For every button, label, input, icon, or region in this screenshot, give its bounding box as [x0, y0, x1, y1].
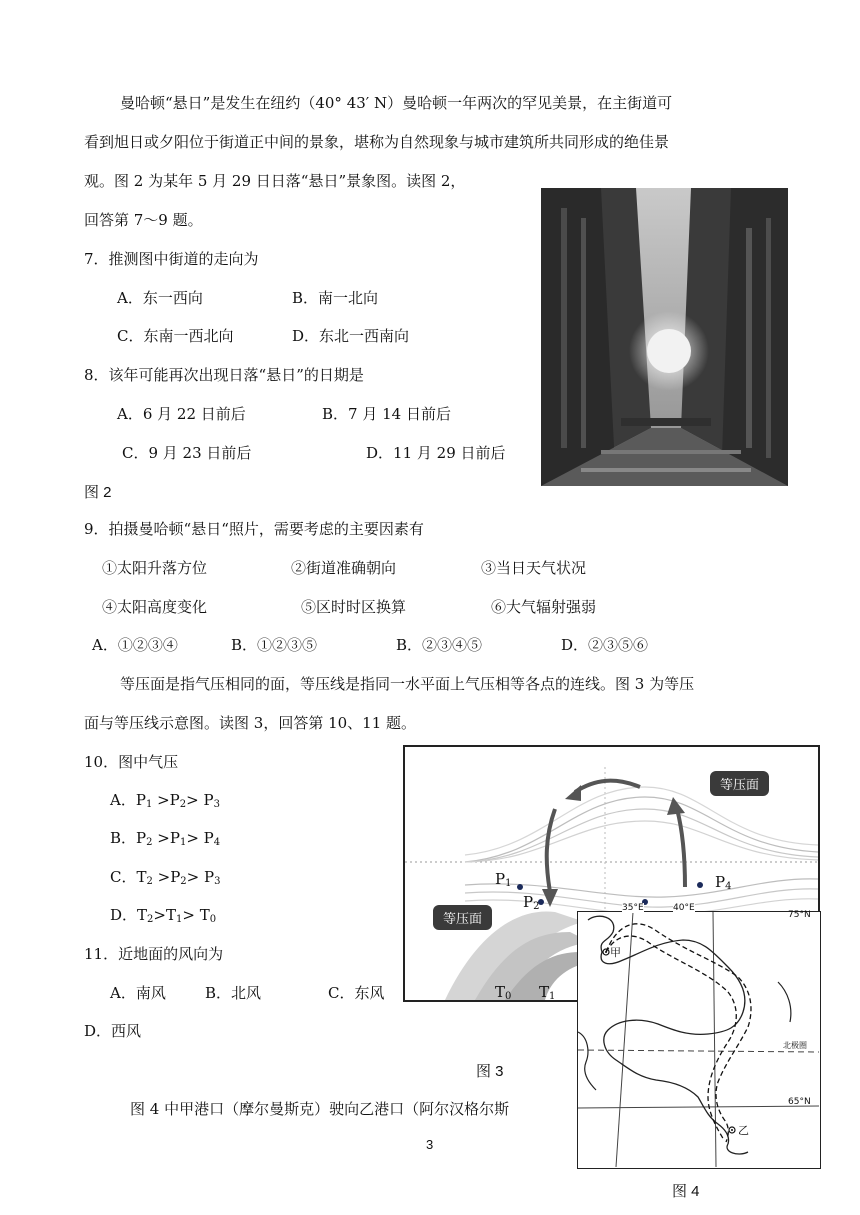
q11-option-c[interactable]: C．东风 [328, 984, 385, 1002]
q11-option-d[interactable]: D．西风 [84, 1022, 142, 1040]
q8-option-d[interactable]: D．11 月 29 日前后 [366, 444, 506, 462]
label-t1: $T_1$ [539, 983, 556, 1002]
intro-line-1: 曼哈顿“悬日”是发生在纽约（40° 43′ N）曼哈顿一年两次的罕见美景，在主街道可 [120, 94, 673, 112]
label-p4: $P_4$ [715, 873, 732, 892]
fig3-caption: 图 3 [476, 1063, 504, 1080]
q10-option-d[interactable]: D．$T_2>T_1> T_0$ [110, 906, 217, 925]
label-t0: $T_0$ [495, 983, 512, 1002]
q9-option-b[interactable]: B．①②③⑤ [231, 636, 318, 654]
intro-line-4: 回答第 7～9 题。 [84, 211, 203, 229]
q10-option-c[interactable]: C．$T_2 >P_2> P_3$ [110, 868, 221, 887]
lon-35-label: 35°E [622, 903, 644, 913]
lat-65-label: 65°N [788, 1097, 811, 1107]
q9-factor-3: ③当日天气状况 [481, 559, 587, 577]
fig2-caption: 图 2 [84, 484, 112, 501]
isobaric-surface-label-top: 等压面 [710, 771, 769, 796]
label-p1: $P_1$ [495, 870, 512, 889]
q10-option-a[interactable]: A．$P_1 >P_2> P_3$ [110, 791, 220, 810]
arctic-circle-label: 北极圈 [783, 1041, 807, 1050]
intro-line-3: 观。图 2 为某年 5 月 29 日日落“悬日”景象图。读图 2， [84, 172, 466, 190]
intro2-line-1: 等压面是指气压相同的面，等压线是指同一水平面上气压相等各点的连线。图 3 为等压 [120, 675, 695, 693]
q8-option-c[interactable]: C．9 月 23 日前后 [122, 444, 252, 462]
q7-option-c[interactable]: C．东南一西北向 [117, 327, 234, 345]
intro3-line: 图 4 中甲港口（摩尔曼斯克）驶向乙港口（阿尔汉格尔斯 [130, 1100, 510, 1118]
q7-stem: 7．推测图中街道的走向为 [84, 250, 259, 268]
intro2-line-2: 面与等压线示意图。读图 3，回答第 10、11 题。 [84, 714, 417, 732]
isobaric-surface-label-left: 等压面 [433, 905, 492, 930]
q8-option-a[interactable]: A．6 月 22 日前后 [117, 405, 246, 423]
q10-stem: 10．图中气压 [84, 753, 179, 771]
q9-factor-2: ②街道准确朝向 [291, 559, 397, 577]
q7-option-d[interactable]: D．东北一西南向 [292, 327, 410, 345]
q9-factor-5: ⑤区时时区换算 [301, 598, 407, 616]
q8-stem: 8．该年可能再次出现日落“悬日”的日期是 [84, 366, 364, 384]
q7-option-a[interactable]: A．东一西向 [117, 289, 203, 307]
q9-factor-4: ④太阳高度变化 [102, 598, 208, 616]
port-yi-label: 乙 [738, 1124, 749, 1137]
q11-stem: 11．近地面的风向为 [84, 945, 224, 963]
q9-option-c[interactable]: B．②③④⑤ [396, 636, 483, 654]
label-p2: $P_2$ [523, 893, 540, 912]
intro-line-2: 看到旭日或夕阳位于街道正中间的景象，堪称为自然现象与城市建筑所共同形成的绝佳景 [84, 133, 670, 151]
q8-option-b[interactable]: B．7 月 14 日前后 [322, 405, 451, 423]
q9-stem: 9．拍摄曼哈顿“悬日“照片，需要考虑的主要因素有 [84, 520, 424, 538]
lon-40-label: 40°E [673, 903, 695, 913]
lat-75-label: 75°N [788, 910, 811, 920]
q11-option-a[interactable]: A．南风 [110, 984, 166, 1002]
q10-option-b[interactable]: B．$P_2 >P_1> P_4$ [110, 829, 221, 848]
q7-option-b[interactable]: B．南一北向 [292, 289, 379, 307]
q9-option-d[interactable]: D．②③⑤⑥ [561, 636, 649, 654]
q9-option-a[interactable]: A．①②③④ [92, 636, 178, 654]
page-number: 3 [426, 1137, 434, 1152]
map-figure [577, 911, 821, 1169]
q9-factor-1: ①太阳升落方位 [102, 559, 208, 577]
sunset-photo [541, 188, 788, 486]
port-jia-label: 甲 [610, 946, 621, 959]
fig4-caption: 图 4 [672, 1183, 700, 1200]
q9-factor-6: ⑥大气辐射强弱 [491, 598, 597, 616]
q11-option-b[interactable]: B．北风 [205, 984, 262, 1002]
